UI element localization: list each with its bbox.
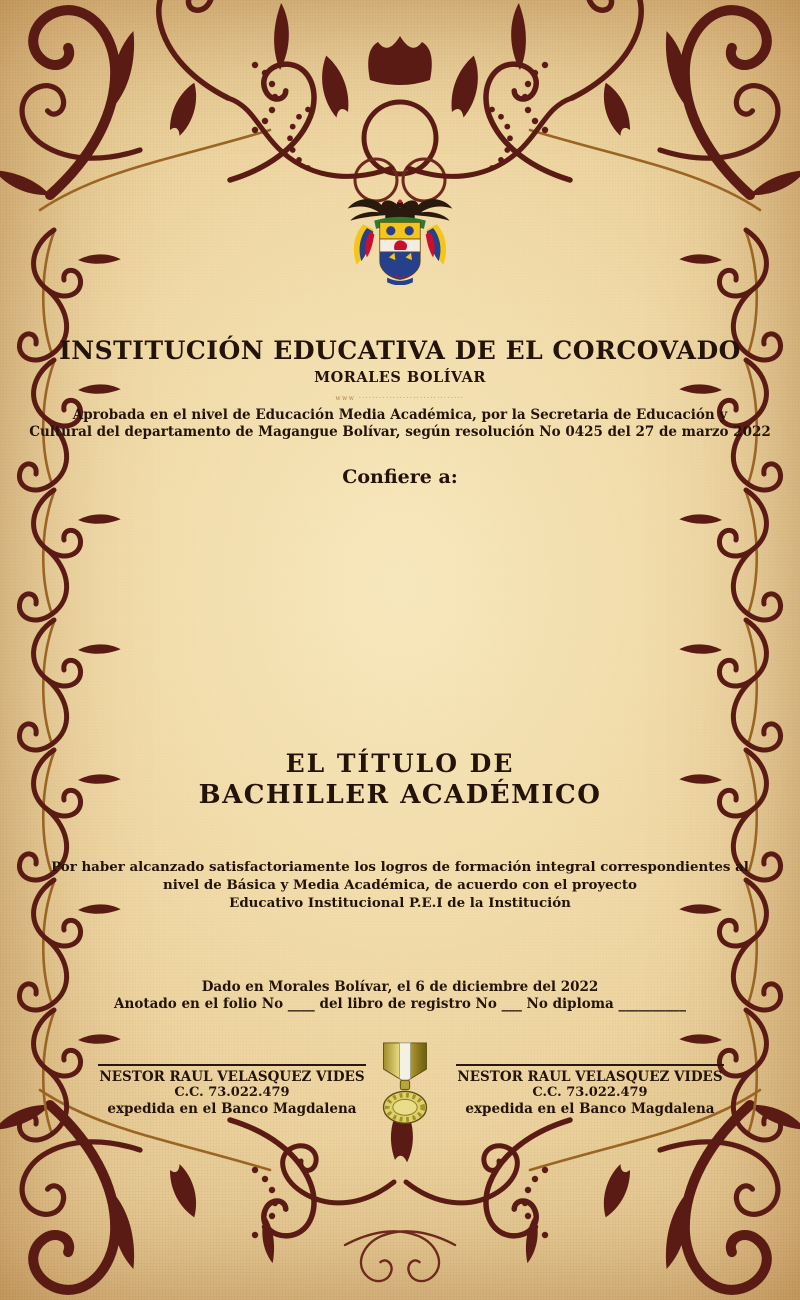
signer-id: C.C. 73.022.479 (174, 1085, 290, 1101)
achievement-line-1: Por haber alcanzado satisfactoriamente los logros de formación integral correspondientes al (51, 859, 749, 875)
signer-id-issued-at: expedida en el Banco Magdalena (107, 1101, 357, 1118)
signer-name: NESTOR RAUL VELASQUEZ VIDES (99, 1069, 365, 1085)
colombia-coat-of-arms-icon (344, 193, 456, 285)
degree-title-line-2: BACHILLER ACADÉMICO (198, 780, 602, 810)
achievement-text (0, 858, 800, 912)
signature-line (98, 1064, 366, 1066)
signature-block-right (440, 1064, 740, 1118)
registry-line: Anotado en el folio No ____ del libro de registro No ___ No diploma __________ (114, 996, 686, 1012)
crown-ornament (136, 0, 664, 201)
institution-location: MORALES BOLÍVAR (314, 369, 486, 386)
approval-line-1: Aprobada en el nivel de Educación Media Académica, por la Secretaria de Educación y (72, 407, 728, 423)
approval-text (0, 407, 800, 441)
gold-medal-icon (377, 1041, 433, 1127)
signature-block-left (82, 1064, 382, 1118)
signer-id: C.C. 73.022.479 (532, 1085, 648, 1101)
achievement-line-3: Educativo Institucional P.E.I de la Institución (229, 895, 571, 912)
confers-label: Confiere a: (342, 466, 458, 488)
watermark-line: www ······························· (335, 395, 465, 402)
issued-date-line: Dado en Morales Bolívar, el 6 de diciembre del 2022 (201, 979, 599, 995)
approval-line-2: Cultural del departamento de Magangue Bolívar, según resolución No 0425 del 27 de marzo 2022 (29, 423, 771, 440)
signer-name: NESTOR RAUL VELASQUEZ VIDES (457, 1069, 723, 1085)
achievement-line-2: nivel de Básica y Media Académica, de acuerdo con el proyecto (163, 877, 637, 894)
signature-line (456, 1064, 724, 1066)
institution-name: INSTITUCIÓN EDUCATIVA DE EL CORCOVADO (59, 336, 741, 365)
signer-id-issued-at: expedida en el Banco Magdalena (465, 1101, 715, 1118)
degree-title-line-1: EL TÍTULO DE (285, 749, 515, 778)
